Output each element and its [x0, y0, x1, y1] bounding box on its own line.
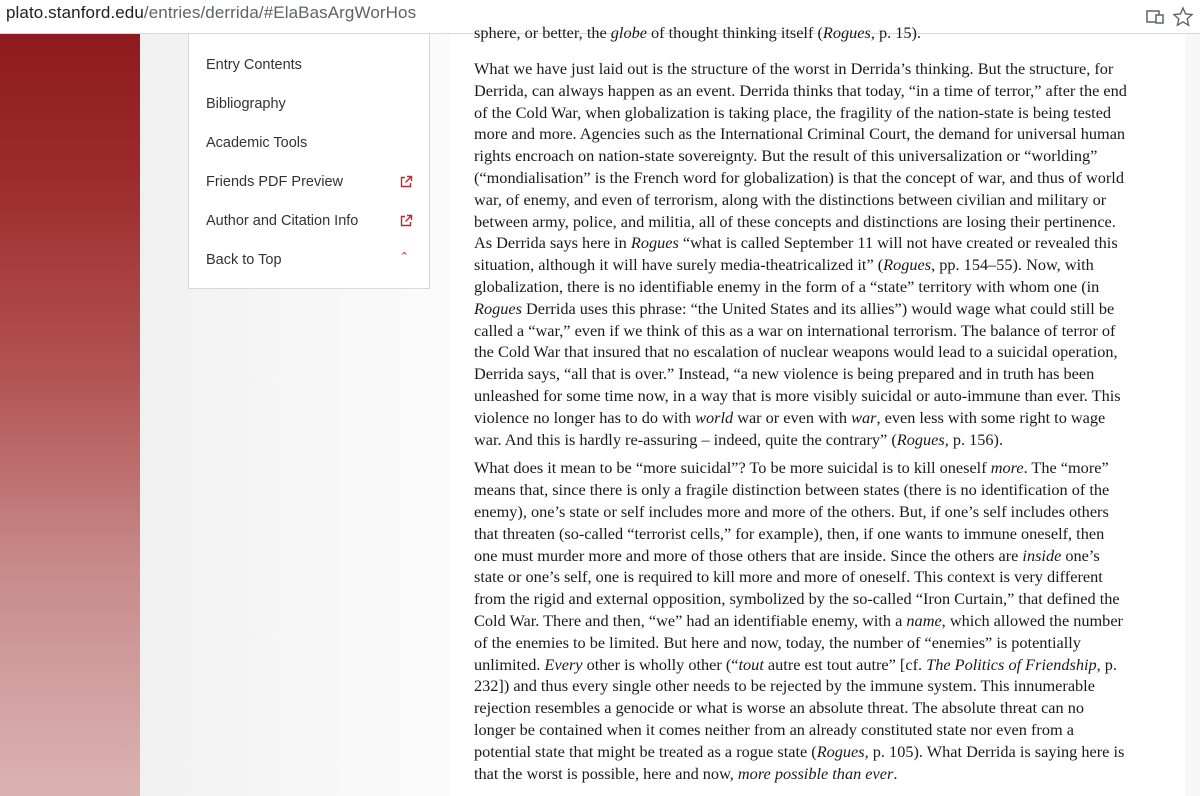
- text-line: globalization, there is no identifiable enemy in the form of a “state” territory with whom one (in: [474, 276, 1100, 296]
- text-line: war. And this is hardly re-assuring – indeed, quite the contrary” (Rogues, p. 156).: [474, 429, 1004, 449]
- url-path: /entries/derrida/#ElaBasArgWorHos: [143, 3, 417, 22]
- paragraph: [474, 58, 1180, 450]
- menu-item-label: Back to Top: [206, 252, 282, 268]
- text-line: situation, although it will have surely media-theatricalized it” (Rogues, pp. 154–55). Now, with: [474, 255, 1094, 275]
- text-line: What we have just laid out is the structure of the worst in Derrida’s thinking. But the structure, for: [474, 59, 1114, 78]
- text-line: more and more. Agencies such as the International Criminal Court, the demand for universal human: [474, 124, 1126, 144]
- menu-item-label: Entry Contents: [206, 57, 302, 73]
- text-line: violence no longer has to do with world war or even with war, even less with some right to wage: [474, 407, 1106, 427]
- text-line: Derrida says, “all that is over.” Instead, “a new violence is being prepared and in truth has been: [474, 364, 1095, 384]
- text-line: unleashed for some time now, in a way that is more visibly suicidal or auto-immune than ever. This: [474, 385, 1121, 405]
- text-line: one must murder more and more of those others that are inside. Since the others are inside one’s: [474, 545, 1100, 565]
- text-line: Cold War. There and then, “we” had an identifiable enemy, with a name, which allowed the number: [474, 610, 1123, 630]
- text-line: Rogues Derrida uses this phrase: “the United States and its allies”) would wage what could still be: [474, 298, 1115, 318]
- clipped-text-line: sphere, or better, the globe of thought thinking itself (Rogues, p. 15).: [474, 23, 922, 42]
- text-line: (“mondialisation” is the French word for globalization) is that the concept of war, and thus of world: [474, 167, 1124, 187]
- menu-item-label: Bibliography: [206, 96, 286, 112]
- entry-navigation-menu: [188, 34, 430, 289]
- text-line: between army, police, and militia, all of these concepts and distinctions are losing their pertinence.: [474, 211, 1116, 231]
- reader-mode-icon[interactable]: [1144, 6, 1166, 28]
- text-line: state or one’s self, one is required to kill more and more of oneself. This context is very different: [474, 567, 1103, 587]
- text-line: enemy), one’s state or self includes more and more of the others. But, if one’s self includes others: [474, 501, 1109, 521]
- text-line: war, of enemy, and even of terrorism, along with the distinctions between civilian and military or: [474, 189, 1107, 209]
- menu-item-academic-tools[interactable]: [206, 132, 421, 156]
- external-link-icon: [399, 175, 413, 189]
- text-line: As Derrida says here in Rogues “what is called September 11 will not have created or revealed this: [474, 233, 1118, 253]
- right-margin: [1185, 34, 1200, 796]
- text-line: potential state that might be treated as a rogue state (Rogues, p. 105). What Derrida is saying here is: [474, 741, 1125, 761]
- favorite-star-icon[interactable]: [1172, 6, 1194, 28]
- article-body: [474, 23, 1180, 784]
- url-host: plato.stanford.edu: [6, 3, 144, 22]
- text-line: of the Cold War, when globalization is taking place, the fragility of the nation-state is being tested: [474, 102, 1112, 122]
- text-line: means that, since there is only a fragile distinction between states (there is no identification of the: [474, 480, 1110, 500]
- chevron-up-icon: ⌃: [399, 251, 409, 263]
- text-line: rejection resembles a genocide or what is worse an absolute threat. The absolute threat can no: [474, 698, 1085, 718]
- menu-item-label: Academic Tools: [206, 135, 308, 151]
- menu-item-back-to-top[interactable]: [206, 249, 421, 273]
- text-line: rights encroach on nation-state sovereignty. But the result of this universalization or “worlding”: [474, 146, 1098, 166]
- text-line: that threaten (so-called “terrorist cells,” for example), then, if one wants to immune oneself, then: [474, 523, 1105, 543]
- menu-item-friends-pdf-preview[interactable]: [206, 171, 421, 195]
- menu-item-entry-contents[interactable]: [206, 54, 421, 78]
- text-line: called a “war,” even if we think of this as a war on international terrorism. The balance of terror of: [474, 320, 1116, 340]
- menu-item-bibliography[interactable]: [206, 93, 421, 117]
- url-text[interactable]: [6, 3, 416, 23]
- text-line: Derrida, can always happen as an event. Derrida thinks that today, “in a time of terror,” after the end: [474, 80, 1127, 100]
- text-line: of the enemies to be limited. But here and now, today, the number of “enemies” is potentially: [474, 632, 1081, 652]
- paragraph: [474, 457, 1180, 784]
- external-link-icon: [399, 214, 413, 228]
- text-line: that the worst is possible, here and now, more possible than ever.: [474, 763, 898, 783]
- menu-item-author-citation-info[interactable]: [206, 210, 421, 234]
- menu-item-label: Author and Citation Info: [206, 213, 359, 229]
- menu-item-label: Friends PDF Preview: [206, 174, 343, 190]
- text-line: from the rigid and external opposition, symbolized by the so-called “Iron Curtain,” that defined the: [474, 589, 1120, 609]
- text-line: longer be contained when it comes neither from an already constituted state nor even from a: [474, 719, 1074, 739]
- text-line: What does it mean to be “more suicidal”? To be more suicidal is to kill oneself more. The “more”: [474, 458, 1109, 478]
- text-line: unlimited. Every other is wholly other (“tout autre est tout autre” [cf. The Politics of Friendship, p.: [474, 654, 1117, 674]
- text-line: 232]) and thus every single other needs to be rejected by the immune system. This innumerable: [474, 676, 1095, 696]
- page: [0, 23, 1200, 796]
- text-line: the Cold War that insured that no escalation of nuclear weapons would lead to a suicidal operation,: [474, 342, 1118, 362]
- left-red-band: [0, 34, 140, 796]
